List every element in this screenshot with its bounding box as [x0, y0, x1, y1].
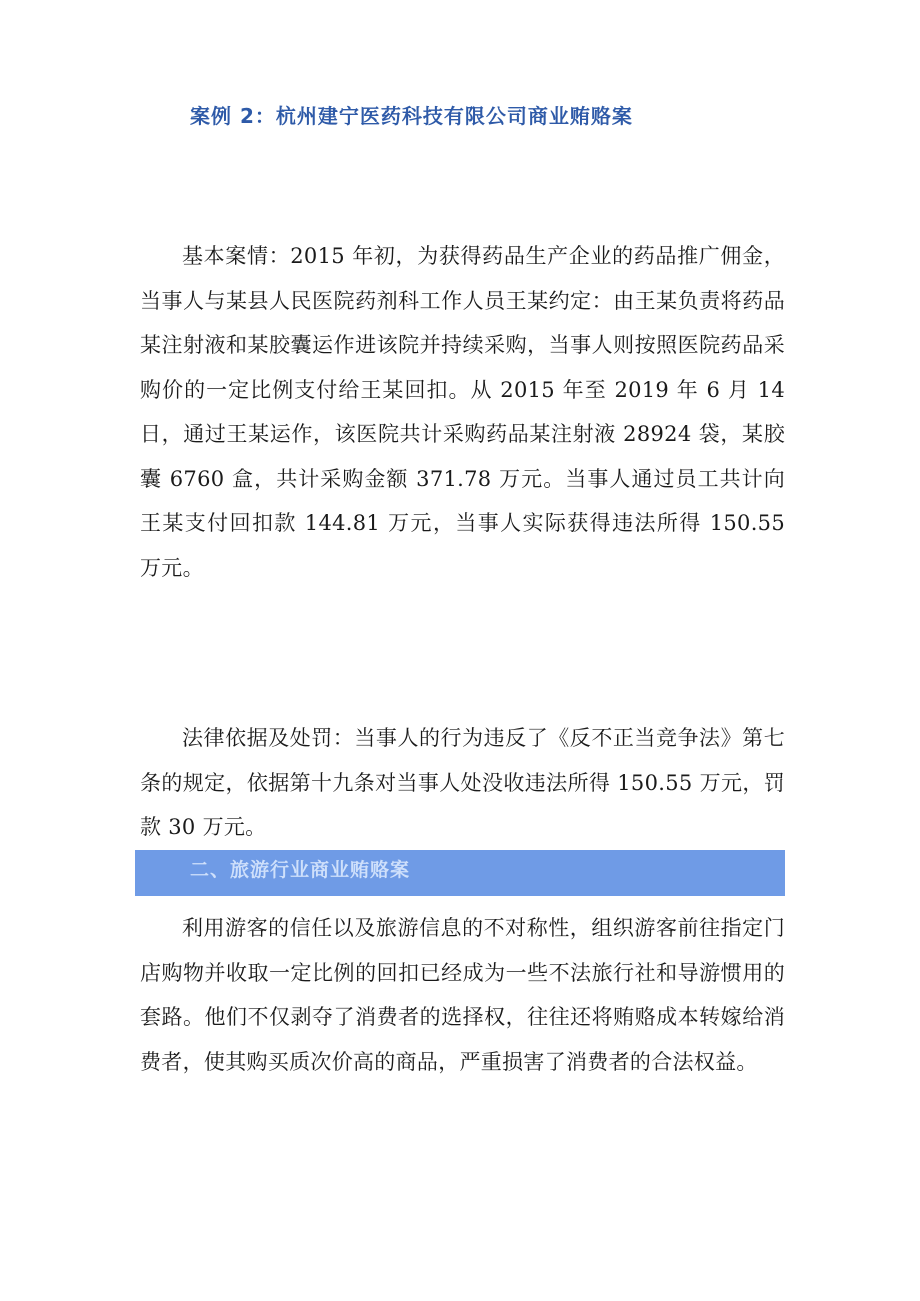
- legal-basis-paragraph: 法律依据及处罚：当事人的行为违反了《反不正当竞争法》第七条的规定，依据第十九条对当事人处没收违法所得 150.55 万元，罚款 30 万元。: [140, 726, 785, 839]
- basic-case-paragraph: 基本案情：2015 年初，为获得药品生产企业的药品推广佣金，当事人与某县人民医院药剂科工作人员王某约定：由王某负责将药品某注射液和某胶囊运作进该院并持续采购，当事人则按照医院药品采购价的一定比例支付给王某回扣。从 2015 年至 2019 年 6 月 14 日，通过王某运作，该医院共计采购药品某注射液 28924 袋，某胶囊 6760 盒，共计采购金额 371.78 万元。当事人通过员工共计向王某支付回扣款 144.81 万元，当事人实际获得违法所得 150.55 万元。: [140, 244, 785, 580]
- case-title: 案例 2：杭州建宁医药科技有限公司商业贿赂案: [190, 104, 633, 128]
- section-title: 二、旅游行业商业贿赂案: [190, 859, 411, 881]
- section-heading-bar: [135, 850, 785, 896]
- tourism-paragraph: 利用游客的信任以及旅游信息的不对称性，组织游客前往指定门店购物并收取一定比例的回扣已经成为一些不法旅行社和导游惯用的套路。他们不仅剥夺了消费者的选择权，往往还将贿赂成本转嫁给消费者，使其购买质次价高的商品，严重损害了消费者的合法权益。: [140, 916, 785, 1074]
